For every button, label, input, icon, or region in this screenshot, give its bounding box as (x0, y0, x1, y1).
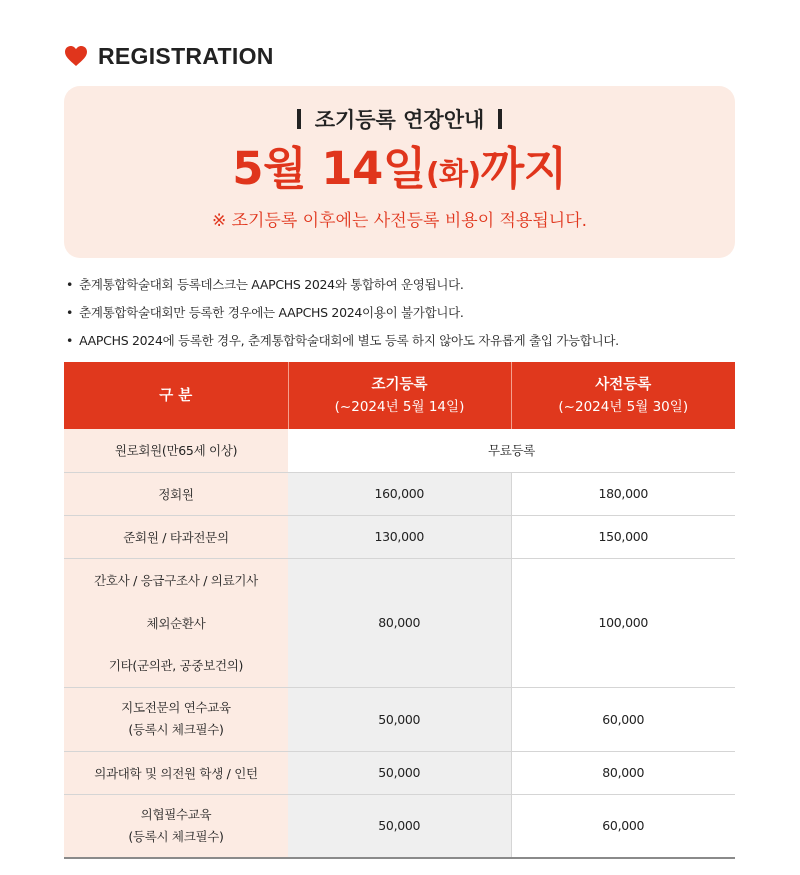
header-category (64, 362, 288, 429)
header-pre-label: 사전등록 (595, 376, 652, 393)
row-category: 준회원 / 타과전문의 (64, 515, 288, 558)
row-fee-pre: 180,000 (511, 472, 735, 515)
header-category-label: 구 분 (159, 387, 193, 404)
notice-headline: 조기등록 연장안내 (314, 108, 485, 132)
section-title: REGISTRATION (98, 42, 274, 69)
notice-headline-row (64, 104, 735, 134)
deadline-suffix: 까지 (480, 142, 567, 195)
registration-fee-table (64, 362, 735, 859)
extension-notice-box (64, 86, 735, 258)
row-category: 간호사 / 응급구조사 / 의료기사 (64, 558, 288, 601)
table-row (64, 429, 735, 472)
deadline-date-main: 5월 14일 (232, 142, 426, 195)
row-category-line1: 지도전문의 연수교육 (121, 700, 231, 715)
row-category: 정회원 (64, 472, 288, 515)
row-fee-pre: 80,000 (511, 751, 735, 794)
table-row (64, 751, 735, 794)
header-early-label: 조기등록 (371, 376, 428, 393)
row-category (64, 687, 288, 751)
row-fee-pre: 60,000 (511, 794, 735, 858)
deadline-date (64, 140, 735, 204)
row-fee-early: 50,000 (288, 751, 511, 794)
left-bar (297, 109, 301, 129)
row-category-line2: (등록시 체크필수) (128, 828, 224, 844)
row-category: 기타(군의관, 공중보건의) (64, 644, 288, 687)
row-category-line2: (등록시 체크필수) (128, 722, 224, 737)
table-header-row (64, 362, 735, 429)
deadline-weekday: (화) (425, 157, 481, 192)
right-bar (498, 109, 502, 129)
row-fee-pre: 150,000 (511, 515, 735, 558)
row-category: 원로회원(만65세 이상) (64, 429, 288, 472)
row-fee-early: 80,000 (288, 558, 511, 687)
row-fee-early: 130,000 (288, 515, 511, 558)
row-category: 의과대학 및 의전원 학생 / 인턴 (64, 751, 288, 794)
row-fee-free: 무료등록 (288, 429, 735, 472)
table-row (64, 558, 735, 601)
row-category (64, 794, 288, 858)
row-fee-pre: 100,000 (511, 558, 735, 687)
info-bullet: • AAPCHS 2024에 등록한 경우, 춘계통합학술대회에 별도 등록 하지 않아도 자유롭게 출입 가능합니다. (66, 327, 619, 355)
header-early-registration (288, 362, 511, 429)
heart-icon (64, 45, 88, 67)
header-pre-registration (511, 362, 735, 429)
header-pre-period: (~2024년 5월 30일) (558, 398, 689, 415)
row-fee-early: 50,000 (288, 794, 511, 858)
info-bullet: • 춘계통합학술대회만 등록한 경우에는 AAPCHS 2024이용이 불가합니다. (66, 299, 619, 327)
table-row (64, 794, 735, 858)
row-fee-early: 160,000 (288, 472, 511, 515)
section-header (64, 42, 274, 70)
table-row (64, 472, 735, 515)
row-fee-pre: 60,000 (511, 687, 735, 751)
row-fee-early: 50,000 (288, 687, 511, 751)
header-early-period: (~2024년 5월 14일) (334, 398, 465, 415)
table-row (64, 515, 735, 558)
table-row (64, 687, 735, 751)
row-category: 체외순환사 (64, 601, 288, 644)
info-bullet-list (66, 271, 619, 355)
info-bullet: • 춘계통합학술대회 등록데스크는 AAPCHS 2024와 통합하여 운영됩니다. (66, 271, 619, 299)
row-category-line1: 의협필수교육 (140, 806, 212, 822)
notice-subtext: ※ 조기등록 이후에는 사전등록 비용이 적용됩니다. (211, 211, 588, 231)
